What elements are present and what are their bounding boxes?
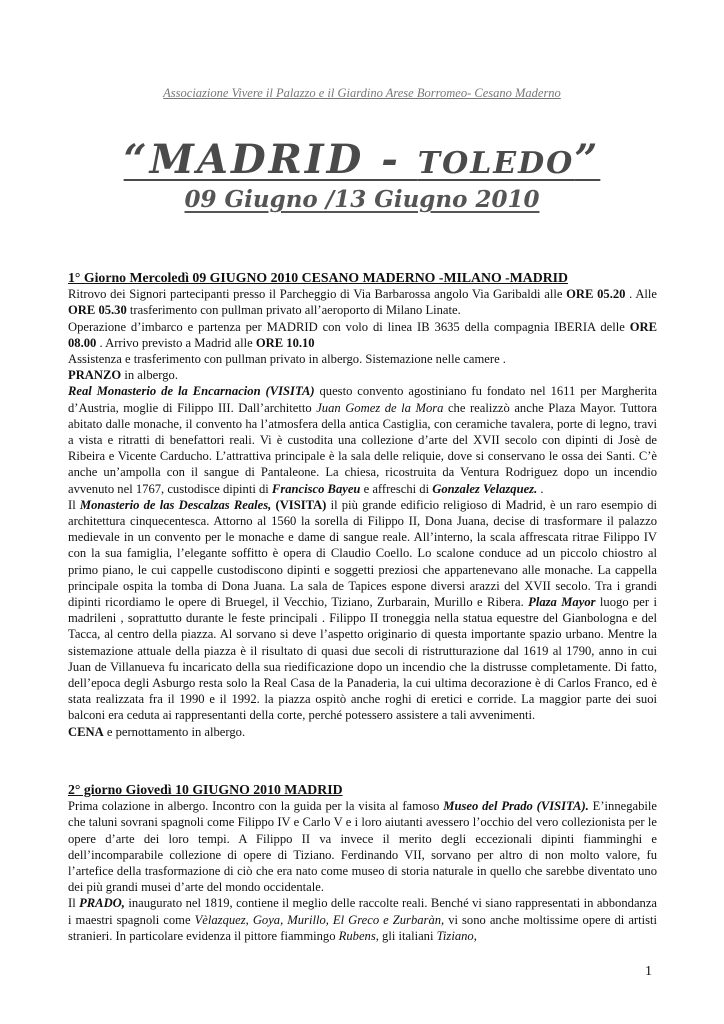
text: E’innegabile che taluni sovrani spagnoli come Filippo IV e Carlo V e i loro aiutanti avessero l’occhio del vero collezionista per le opere d’arte dei loro tempi. A Filippo II va invece il merito degli eccezionali dipinti fiamminghi e dell’incomparabile collezione di opere di Tiziano. Ferdinando VII, sorvano per altro di non molto valore, fu l’artefice della trasformazione di ciò che era nato come museo di storia naturale in quello che sarebbe diventato uno dei più grandi musei d’arte del mondo occidentale. bbox=[68, 799, 657, 895]
visit-title: Monasterio de las Descalzas Reales, bbox=[79, 497, 272, 512]
day1-heading: 1° Giorno Mercoledì 09 GIUGNO 2010 CESANO MADERNO -MILANO -MADRID bbox=[68, 270, 569, 285]
text: gli italiani bbox=[378, 928, 437, 943]
text: il più grande edificio religioso di Madrid, è un raro esempio di architettura cinquecentesca. Attorno al 1560 la sorella di Filippo II, Dona Juana, decise di trasformare il palazzo medievale in un convento per le monache e dame di sangue reale. All’interno, la scala affrescata ritrae Filippo IV con la sua famiglia, l’elegante soffitto è opera di Claudio Coello. Lo scalone conduce ad un piccolo chiostro al primo piano, le cui cappelle custodiscono dipinti e soggetti preziosi che appartenevano alle monache. La cappella principale ospita la tomba di Dona Juana. La sala de Tapices espone diversi arazzi del XVII secolo. Tra i grandi dipinti ricordiamo le opere di Bruegel, il Vecchio, Tiziano, Zurbarain, Murillo e Ribera. bbox=[68, 497, 658, 610]
title-madrid: “MADRID - bbox=[123, 136, 418, 183]
text: Ritrovo dei Signori partecipanti presso il Parcheggio di Via Barbarossa angolo Via Garibaldi alle bbox=[68, 287, 567, 302]
artist-name: Gonzalez Velazquez. bbox=[432, 481, 538, 496]
section-gap bbox=[68, 740, 657, 782]
day2-heading: 2° giorno Giovedì 10 GIUGNO 2010 MADRID bbox=[68, 781, 343, 797]
text: trasferimento con pullman privato all’aeroporto di Milano Linate. bbox=[126, 303, 461, 318]
trip-dates: 09 Giugno /13 Giugno 2010 bbox=[184, 186, 540, 213]
day1-paragraph-encarnacion bbox=[68, 383, 657, 496]
day2-paragraph-prado-intro bbox=[68, 798, 657, 895]
time-bold: ORE 08.00 bbox=[68, 319, 657, 350]
day1-paragraph-meeting bbox=[68, 286, 657, 318]
page-number: 1 bbox=[645, 964, 652, 979]
artist-name: Rubens, bbox=[338, 928, 379, 943]
time-bold: ORE 10.10 bbox=[255, 335, 315, 350]
title-close-quote: ” bbox=[574, 136, 601, 183]
place-name: Plaza Mayor bbox=[528, 595, 596, 610]
day2-paragraph-prado-collection bbox=[68, 895, 657, 944]
text: . Arrivo previsto a Madrid alle bbox=[96, 335, 256, 350]
text: che realizzò anche Plaza Mayor. Tuttora abitato dalle monache, il convento ha l’atmosfera della antica Castiglia, con ceramiche tavalera, porte di legno, travi a vista e ritratti di benefattori reali. Vi è custodita una collezione d’arte del XVII secolo con dipinti di Josè de Ribeira e Vicente Carducho. L’attrattiva principale è la sala delle reliquie, dove si conservano le ossa dei Santi. C’è anche un’ampolla con il sangue di Pantaleone. La chiesa, ricostruita da Ventura Rodriguez dopo un incendio avvenuto nel 1767, custodisce dipinti di bbox=[68, 400, 657, 496]
text: questo convento agostiniano fu fondato nel 1611 per Margherita d’Austria, moglie di Filippo III. Dall’architetto bbox=[68, 384, 657, 415]
artist-names: Vèlazquez, Goya, Murillo, El Greco e Zurbaràn, bbox=[194, 912, 445, 927]
text: inaugurato nel 1819, contiene il meglio delle raccolte reali. Benché vi siano rappresentati in abbondanza i maestri spagnoli come bbox=[68, 896, 658, 927]
text: luogo per i madrileni , soprattutto durante le feste principali . Filippo II troneggia nella statua equestre del Gianbologna e del Tacca, al centro della piazza. Al sorvano si deve l’aspetto originario di questa importante spazio urbano. Mentre la sistemazione attuale della piazza è il risultato di quasi due secoli di ristrutturazione dal 1619 al 1790, anno in cui Juan de Villanueva fu incaricato della sua riedificazione dopo un incendio che la distrusse completamente. Di fatto, dell’epoca degli Asburgo resta solo la Real Casa de la Panaderia, la cui ultima decorazione è di Carlos Franco, ed è stata realizzata fra il 1990 e il 1992. la piazza ospitò anche roghi di eretici e corride. La maggior parte dei suoi balconi era ceduta ai rappresentanti della corte, perché potessero assistere a tali avvenimenti. bbox=[68, 595, 657, 723]
artist-name: Tiziano, bbox=[436, 928, 477, 943]
text: Il bbox=[68, 896, 80, 911]
title-toledo: TOLEDO bbox=[417, 146, 575, 181]
visit-title: Real Monasterio de la Encarnacion (VISITA) bbox=[68, 384, 315, 399]
meal-bold: CENA bbox=[68, 724, 104, 739]
text: Prima colazione in albergo. Incontro con la guida per la visita al famoso bbox=[68, 799, 444, 814]
time-bold: ORE 05.20 bbox=[566, 287, 626, 302]
architect-name: Juan Gomez de la Mora bbox=[316, 400, 444, 415]
museum-name: PRADO, bbox=[79, 896, 125, 911]
text: in albergo. bbox=[121, 368, 178, 383]
text: e affreschi di bbox=[360, 481, 433, 496]
day1-paragraph-descalzas bbox=[68, 497, 657, 724]
day1-paragraph-transfer: Assistenza e trasferimento con pullman privato in albergo. Sistemazione nelle camere . bbox=[68, 352, 506, 367]
time-bold: ORE 05.30 bbox=[68, 303, 127, 318]
text: vi sono anche moltissime opere di artisti stranieri. In particolare evidenza il pittore fiammingo bbox=[68, 912, 657, 943]
visit-label: (VISITA) bbox=[271, 497, 327, 512]
text: . bbox=[537, 481, 544, 496]
text: e pernottamento in albergo. bbox=[103, 724, 246, 739]
day1-paragraph-flight bbox=[68, 319, 657, 351]
meal-bold: PRANZO bbox=[68, 368, 122, 383]
text: . Alle bbox=[625, 287, 657, 302]
day1-paragraph-dinner bbox=[68, 724, 657, 740]
association-header: Associazione Vivere il Palazzo e il Giardino Arese Borromeo- Cesano Maderno bbox=[163, 86, 561, 100]
text: Operazione d’imbarco e partenza per MADRID con volo di linea IB 3635 della compagnia IBERIA delle bbox=[68, 319, 630, 334]
document-body bbox=[68, 270, 657, 944]
text: Il bbox=[68, 497, 80, 512]
artist-name: Francisco Bayeu bbox=[271, 481, 361, 496]
day1-paragraph-lunch bbox=[68, 367, 657, 383]
visit-title: Museo del Prado (VISITA). bbox=[443, 799, 589, 814]
trip-title bbox=[0, 136, 724, 183]
